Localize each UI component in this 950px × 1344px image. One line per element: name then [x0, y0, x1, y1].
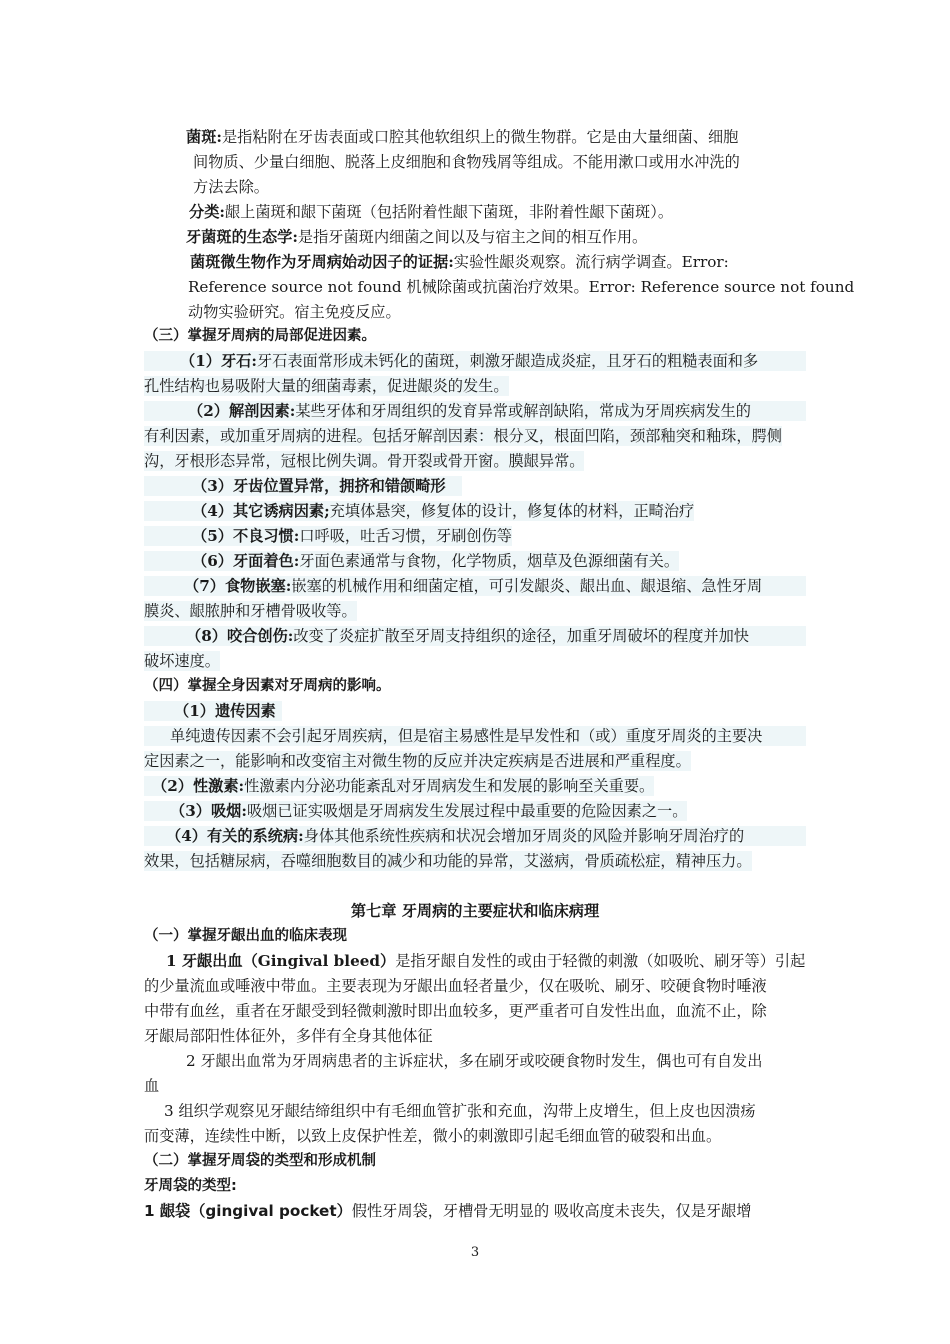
- plaque-evidence-line-3: 动物实验研究。宿主免疫反应。: [188, 303, 401, 321]
- bleeding-para-1-line-4: 牙龈局部阳性体征外，多伴有全身其他体征: [144, 1027, 433, 1045]
- plaque-definition-line-3: 方法去除。: [193, 178, 269, 196]
- systemic-disease-line-2: 效果，包括糖尿病，吞噬细胞数目的减少和功能的异常，艾滋病，骨质疏松症，精神压力。: [144, 852, 752, 870]
- gingival-pocket-line: 1 龈袋（gingival pocket）假性牙周袋，牙槽骨无明显的 吸收高度未丧失，仅是牙龈增: [144, 1202, 752, 1220]
- pocket-types-label: 牙周袋的类型:: [144, 1178, 237, 1194]
- factor-2-line-3: 沟，牙根形态异常，冠根比例失调。骨开裂或骨开窗。膜龈异常。: [144, 452, 585, 470]
- chapter-7-section-1-title: （一）掌握牙龈出血的临床表现: [144, 928, 347, 944]
- bleeding-para-3-line-2: 而变薄，连续性中断，以致上皮保护性差，微小的刺激即引起毛细血管的破裂和出血。: [144, 1127, 722, 1145]
- factor-7-line-1: （7）食物嵌塞:嵌塞的机械作用和细菌定植，可引发龈炎、龈出血、龈退缩、急性牙周: [144, 576, 806, 596]
- genetic-factor-label: （1）遗传因素: [144, 701, 282, 721]
- bleeding-para-3-line-1: 3 组织学观察见牙龈结缔组织中有毛细血管扩张和充血，沟带上皮增生，但上皮也因溃疡: [164, 1102, 756, 1120]
- factor-4: （4）其它诱病因素;充填体悬突，修复体的设计，修复体的材料，正畸治疗: [144, 501, 694, 521]
- bleeding-para-2-line-2: 血: [144, 1077, 160, 1095]
- bleeding-para-1-line-3: 中带有血丝，重者在牙龈受到轻微刺激时即出血较多，更严重者可自发性出血，血流不止，除: [144, 1002, 767, 1020]
- plaque-ecology: 牙菌斑的生态学:是指牙菌斑内细菌之间以及与宿主之间的相互作用。: [186, 228, 648, 246]
- smoking: （3）吸烟:吸烟已证实吸烟是牙周病发生发展过程中最重要的危险因素之一。: [144, 801, 687, 821]
- factor-8-line-2: 破坏速度。: [144, 652, 220, 670]
- bleeding-para-1-line-2: 的少量流血或唾液中带血。主要表现为牙龈出血轻者量少，仅在吸吮、刷牙、咬硬食物时唾液: [144, 977, 767, 995]
- bleeding-para-1-line-1: 1 牙龈出血（Gingival bleed）是指牙龈自发性的或由于轻微的刺激（如吸吮、刷牙等）引起: [166, 952, 806, 970]
- genetic-factor-line-1: 单纯遗传因素不会引起牙周疾病，但是宿主易感性是早发性和（或）重度牙周炎的主要决: [144, 726, 806, 746]
- plaque-classification: 分类:龈上菌斑和龈下菌斑（包括附着性龈下菌斑，非附着性龈下菌斑）。: [189, 203, 674, 221]
- factor-2-line-1: （2）解剖因素:某些牙体和牙周组织的发育异常或解剖缺陷，常成为牙周疾病发生的: [144, 401, 806, 421]
- section-3-title: （三）掌握牙周病的局部促进因素。: [144, 328, 376, 344]
- factor-8-line-1: （8）咬合创伤:改变了炎症扩散至牙周支持组织的途径，加重牙周破坏的程度并加快: [144, 626, 806, 646]
- bleeding-para-2-line-1: 2 牙龈出血常为牙周病患者的主诉症状，多在刷牙或咬硬食物时发生，偶也可有自发出: [186, 1052, 763, 1070]
- section-4-title: （四）掌握全身因素对牙周病的影响。: [144, 678, 391, 694]
- sex-hormone: （2）性激素:性激素内分泌功能紊乱对牙周病发生和发展的影响至关重要。: [144, 776, 654, 796]
- factor-1-line-1: （1）牙石:牙石表面常形成未钙化的菌斑，刺激牙龈造成炎症，且牙石的粗糙表面和多: [144, 351, 806, 371]
- systemic-disease-line-1: （4）有关的系统病:身体其他系统性疾病和状况会增加牙周炎的风险并影响牙周治疗的: [144, 826, 806, 846]
- factor-6: （6）牙面着色:牙面色素通常与食物，化学物质，烟草及色源细菌有关。: [144, 551, 679, 571]
- chapter-7-section-2-title: （二）掌握牙周袋的类型和形成机制: [144, 1153, 376, 1169]
- plaque-definition-line-1: 菌斑:是指粘附在牙齿表面或口腔其他软组织上的微生物群。它是由大量细菌、细胞: [186, 128, 739, 146]
- plaque-term: 菌斑:: [186, 128, 222, 146]
- plaque-definition-line-2: 间物质、少量白细胞、脱落上皮细胞和食物残屑等组成。不能用漱口或用水冲洗的: [193, 153, 740, 171]
- factor-3: （3）牙齿位置异常，拥挤和错颌畸形: [144, 476, 462, 496]
- factor-7-line-2: 膜炎、龈脓肿和牙槽骨吸收等。: [144, 602, 357, 620]
- factor-1-line-2: 孔性结构也易吸附大量的细菌毒素，促进龈炎的发生。: [144, 377, 509, 395]
- plaque-evidence-line-1: 菌斑微生物作为牙周病始动因子的证据:实验性龈炎观察。流行病学调查。Error:: [190, 253, 729, 271]
- chapter-7-title: 第七章 牙周病的主要症状和临床病理: [350, 902, 600, 920]
- factor-2-line-2: 有利因素，或加重牙周病的进程。包括牙解剖因素：根分叉，根面凹陷，颈部釉突和釉珠，腭侧: [144, 427, 782, 445]
- factor-5: （5）不良习惯:口呼吸，吐舌习惯，牙刷创伤等: [144, 526, 512, 546]
- genetic-factor-line-2: 定因素之一，能影响和改变宿主对微生物的反应并决定疾病是否进展和严重程度。: [144, 752, 691, 770]
- page-number: 3: [470, 1245, 480, 1260]
- plaque-evidence-line-2: Reference source not found 机械除菌或抗菌治疗效果。Error: Reference source not found: [188, 278, 855, 296]
